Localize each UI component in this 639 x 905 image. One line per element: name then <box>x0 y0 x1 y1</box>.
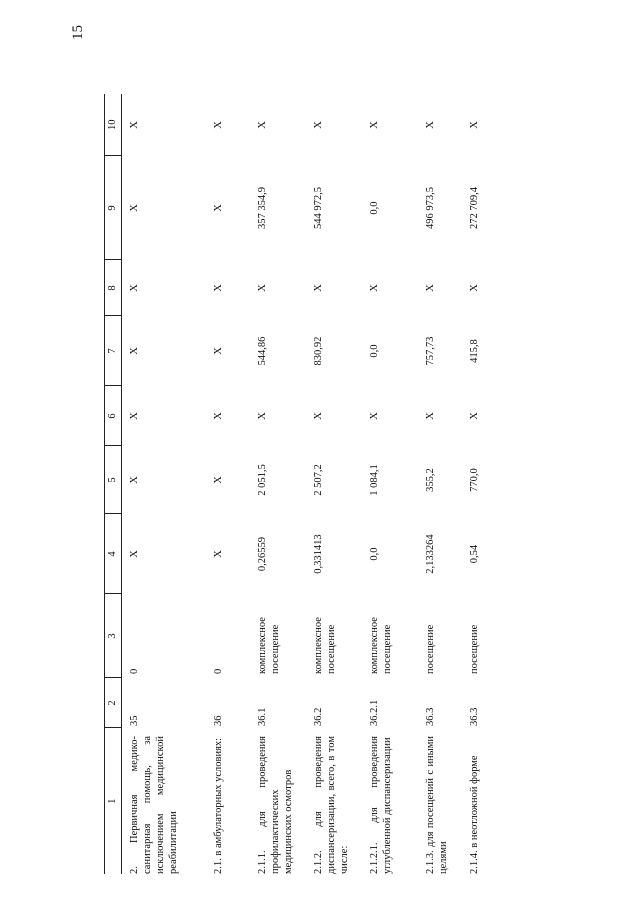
cell-c6: X <box>369 412 380 420</box>
cell-c9: X <box>129 204 140 212</box>
cell-c6: X <box>313 412 324 420</box>
table-row <box>250 94 306 874</box>
col-header-2: 2 <box>105 678 122 728</box>
col-header-6: 6 <box>105 386 122 446</box>
table-row <box>418 94 462 874</box>
cell-c10: X <box>469 121 480 129</box>
cell-c7: 415,8 <box>469 339 480 363</box>
row-code: 36.2 <box>313 707 324 726</box>
row-unit: комплексное посещение <box>257 617 282 674</box>
cell-c7: X <box>213 347 224 355</box>
cell-c5: 770,0 <box>469 468 480 492</box>
cell-c10: X <box>425 121 436 129</box>
row-unit: 0 <box>129 668 140 674</box>
cell-c5: 2 051,5 <box>257 464 268 496</box>
cell-c5: 2 507,2 <box>313 464 324 496</box>
row-unit: комплексное посещение <box>369 617 394 674</box>
row-name: 2.1.2. для проведения диспансеризации, всего, в том числе: <box>313 736 351 874</box>
row-unit: комплексное посещение <box>313 617 338 674</box>
header-row <box>105 94 122 874</box>
table-row <box>462 94 506 874</box>
cell-c9: X <box>213 204 224 212</box>
row-name: 2.1.4. в неотложной форме <box>469 755 480 874</box>
cell-c10: X <box>213 121 224 129</box>
col-header-7: 7 <box>105 316 122 386</box>
cell-c7: 544,86 <box>257 336 268 366</box>
cell-c10: X <box>369 121 380 129</box>
row-code: 36.3 <box>425 707 436 726</box>
col-header-3: 3 <box>105 594 122 678</box>
row-code: 36.1 <box>257 707 268 726</box>
cell-c8: X <box>129 284 140 292</box>
rotated-table-container <box>104 94 524 874</box>
cell-c8: X <box>369 284 380 292</box>
cell-c4: 0,331413 <box>313 534 324 574</box>
cell-c4: X <box>213 550 224 558</box>
row-code: 36.2.1 <box>369 699 380 726</box>
row-code: 36 <box>213 715 224 726</box>
row-name: 2. Первичная медико-санитарная помощь, за исключением медицинской реабилитации <box>129 736 180 874</box>
cell-c8: X <box>313 284 324 292</box>
cell-c6: X <box>469 412 480 420</box>
col-header-8: 8 <box>105 260 122 316</box>
cell-c9: 357 354,9 <box>257 187 268 229</box>
cell-c9: 272 709,4 <box>469 187 480 229</box>
cell-c7: 830,92 <box>313 336 324 366</box>
cell-c4: X <box>129 550 140 558</box>
row-unit: посещение <box>425 624 436 674</box>
col-header-5: 5 <box>105 446 122 514</box>
data-table <box>104 94 506 874</box>
cell-c9: 544 972,5 <box>313 187 324 229</box>
row-unit: 0 <box>213 668 224 674</box>
row-name: 2.1. в амбулаторных условиях: <box>213 737 224 874</box>
row-code: 36.3 <box>469 707 480 726</box>
table-row <box>206 94 250 874</box>
cell-c5: X <box>213 476 224 484</box>
cell-c6: X <box>213 412 224 420</box>
table-row <box>362 94 418 874</box>
cell-c8: X <box>469 284 480 292</box>
table-row <box>122 94 207 874</box>
table-row <box>306 94 362 874</box>
cell-c5: X <box>129 476 140 484</box>
cell-c6: X <box>257 412 268 420</box>
cell-c8: X <box>213 284 224 292</box>
cell-c8: X <box>257 284 268 292</box>
cell-c5: 355,2 <box>425 468 436 492</box>
row-name: 2.1.2.1. для проведения углубленной диспансеризации <box>369 736 394 874</box>
cell-c4: 2,133264 <box>425 534 436 574</box>
row-name: 2.1.1. для проведения профилактических медицинских осмотров <box>257 736 295 874</box>
col-header-10: 10 <box>105 94 122 156</box>
col-header-9: 9 <box>105 156 122 260</box>
col-header-4: 4 <box>105 514 122 594</box>
cell-c5: 1 084,1 <box>369 464 380 496</box>
page-number: 15 <box>70 25 86 40</box>
cell-c8: X <box>425 284 436 292</box>
cell-c7: 0,0 <box>369 344 380 358</box>
row-name: 2.1.3. для посещений с иными целями <box>425 736 450 874</box>
cell-c4: 0,0 <box>369 547 380 561</box>
cell-c7: 757,73 <box>425 336 436 366</box>
cell-c4: 0,26559 <box>257 536 268 572</box>
cell-c10: X <box>257 121 268 129</box>
row-unit: посещение <box>469 624 480 674</box>
row-code: 35 <box>129 715 140 726</box>
cell-c7: X <box>129 347 140 355</box>
cell-c6: X <box>425 412 436 420</box>
cell-c10: X <box>313 121 324 129</box>
cell-c9: 496 973,5 <box>425 187 436 229</box>
cell-c9: 0,0 <box>369 201 380 215</box>
cell-c10: X <box>129 121 140 129</box>
cell-c6: X <box>129 412 140 420</box>
cell-c4: 0,54 <box>469 544 480 564</box>
col-header-1: 1 <box>105 728 122 874</box>
